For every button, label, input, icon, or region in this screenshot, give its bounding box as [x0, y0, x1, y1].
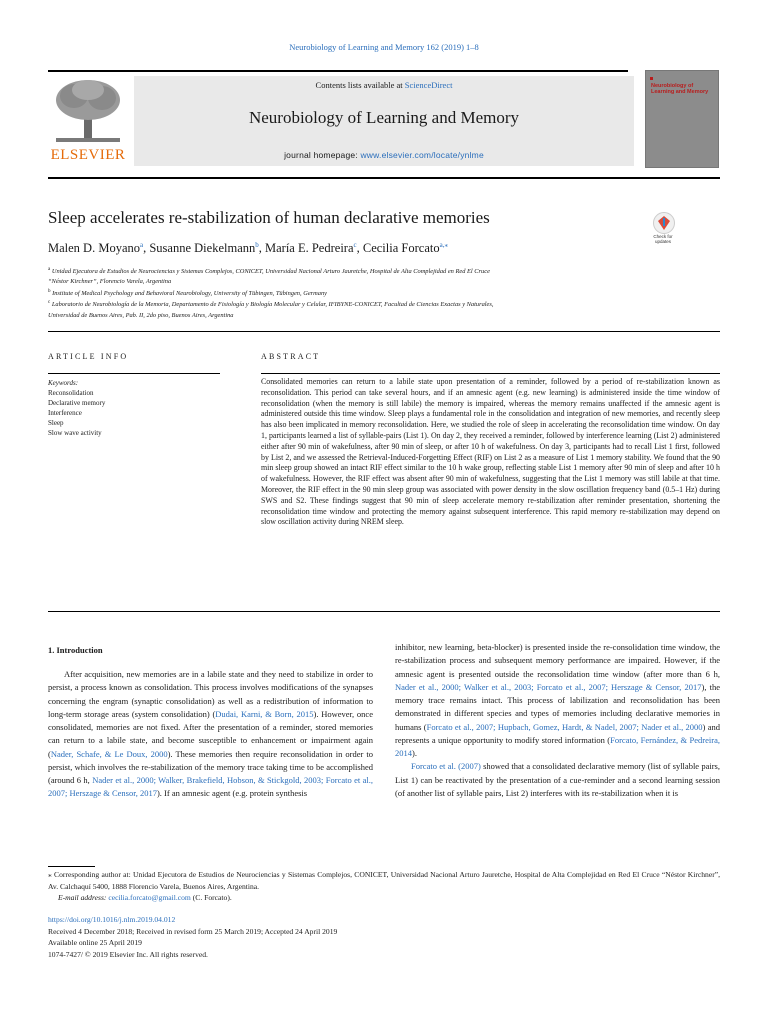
- affil-text: Universidad de Buenos Aires, Pab. II, 2do piso, Buenos Aires, Argentina: [48, 312, 234, 320]
- author-separator: ,: [356, 241, 363, 256]
- affil-text: “Néstor Kirchner”, Florencio Varela, Argentina: [48, 278, 172, 286]
- header-divider: [48, 331, 720, 332]
- masthead-top-rule: [48, 70, 628, 72]
- homepage-prefix: journal homepage:: [284, 150, 361, 160]
- body-paragraph: [48, 668, 373, 801]
- author-affil-mark[interactable]: a: [140, 241, 144, 249]
- elsevier-wordmark: ELSEVIER: [50, 147, 126, 163]
- affil-text: Laboratorio de Neurobiología de la Memoria, Departamento de Fisiología y Biología Molecular y Celular, IFIBYNE-CONICET, Facultad de Ciencias Exactas y Naturales,: [51, 301, 494, 309]
- keywords-block: [48, 378, 228, 438]
- body-text: inhibitor, new learning, beta-blocker) is presented inside the re-consolidation time window, the re-stabilization process and subsequent memory performance are impaired. However, if the amnesic agent is presented outside the reconsolidation time window (after more than 6 h,: [395, 642, 720, 679]
- homepage-link[interactable]: www.elsevier.com/locate/ynlme: [360, 150, 484, 160]
- contents-line: [134, 80, 634, 90]
- cover-title: Neurobiology of Learning and Memory: [651, 83, 709, 95]
- body-text: showed that a consolidated declarative memory (list of syllable pairs, List 1) can be reactivated by the presentation of a cue-reminder and a second learning session (of another list of syllable pairs, List 2) interferes with its re-stabilization when it is: [395, 761, 720, 798]
- affiliation-line: [48, 309, 728, 321]
- keyword-item: Interference: [48, 409, 82, 417]
- body-text: ) and represents a unique opportunity to modify stored information (: [395, 721, 720, 745]
- email-line: [48, 892, 720, 904]
- citation-link[interactable]: Nader, Schafe, & Le Doux, 2000: [50, 748, 168, 759]
- keywords-label: Keywords:: [48, 379, 79, 387]
- body-text: ). However, once consolidated, memories are not fixed. After the presentation of a reminder, stored memories can return to a labile state, and become susceptible to enhancement or impairment again (: [48, 708, 373, 759]
- body-paragraph: [395, 760, 720, 800]
- available-online: Available online 25 April 2019: [48, 938, 142, 947]
- affiliation-line: [48, 287, 728, 299]
- affiliation-line: [48, 298, 728, 310]
- copyright: 1074-7427/ © 2019 Elsevier Inc. All rights reserved.: [48, 949, 208, 959]
- abstract-body: Consolidated memories can return to a labile state upon presentation of a reminder, followed by a period of re-stabilization known as reconsolidation. This period can take several hours, and if an amnesic agent (e.g. new learning) is administered inside the time window of reconsolidation (when the memory is still labile) the memory is impaired, whereas the memory remains unaffected if the amnesic agent is administered outside this time window. Sleep plays a fundamental role in the consolidation and integration of new memories, and recently sleep has also been implicated in memory reconsolidation. Here, we studied the role of sleep in accelerating the reconsolidation time window. On day 1, participants learned a list of syllable-pairs (List 1). On day 2, they received a reminder, followed by interference learning (List 2) administered either after 90 min of wakefulness, after 90 min of sleep, or after 10 h of wakefulness. On day 3, participants had to recall List 1 first, followed by List 2, and we assessed the Retrieval-Induced-Forgetting Effect (RIF) on List 2 as a measure of List 1 memory stability. We found that the 90 min sleep group showed an intact RIF effect similar to the 10 h wake group, reflecting stable List 1 memory after 90 min of sleep and after 10 h of wakefulness. However, the RIF effect was absent after 90 min of wakefulness, suggesting that the List 1 memory was still labile at that time. Moreover, the RIF effect in the 90 min sleep group was associated with power density in the slow oscillation frequency band (0.5–1 Hz) during SWS and S2. These findings suggest that 90 min of sleep accelerate memory re-stabilization after reminder presentation, shortening the reconsolidation time window and protecting the memory against subsequent interference. This rapid memory re-stabilization may depend on slow oscillation activity during NREM sleep.: [261, 377, 720, 527]
- citation-link[interactable]: Dudai, Karni, & Born, 2015: [215, 708, 314, 719]
- keyword-item: Sleep: [48, 419, 64, 427]
- article-meta: [48, 914, 720, 960]
- body-text: ), the memory trace remains intact. This process of labilization and reconsolidation has been demonstrated in different species and types of memories including declarative memories in humans (: [395, 681, 720, 732]
- elsevier-tree-logo[interactable]: [48, 76, 128, 164]
- article-info-rule: [48, 373, 220, 374]
- article-info-heading: ARTICLE INFO: [48, 352, 129, 361]
- journal-homepage: [134, 150, 634, 160]
- masthead-bottom-rule: [48, 177, 720, 179]
- crossmark-badge: [653, 212, 675, 234]
- author-name[interactable]: Susanne Diekelmann: [149, 241, 256, 256]
- affil-mark: b: [48, 289, 51, 294]
- author-affil-mark[interactable]: c: [353, 241, 357, 249]
- abstract-rule: [261, 373, 720, 374]
- affil-text: Unidad Ejecutora de Estudios de Neurociencias y Sistemas Complejos, CONICET, Universidad Nacional Arturo Jauretche, Hospital de Alta Complejidad en Red El Cruce: [51, 268, 490, 276]
- crossmark-icon[interactable]: [645, 212, 681, 250]
- journal-cover-thumbnail[interactable]: [645, 70, 719, 168]
- body-paragraph: [395, 641, 720, 760]
- email-label: E-mail address:: [58, 893, 109, 902]
- keyword-item: Declarative memory: [48, 399, 106, 407]
- article-title: Sleep accelerates re-stabilization of human declarative memories: [48, 208, 490, 227]
- affil-mark: a: [48, 267, 51, 272]
- affil-mark: c: [48, 300, 51, 305]
- affil-text: Institute of Medical Psychology and Behavioral Neurobiology, University of Tübingen, Tübingen, Germany: [52, 290, 327, 298]
- affiliation-line: [48, 275, 728, 287]
- citation-link[interactable]: Forcato, Fernández, & Pedreira, 2014: [395, 734, 720, 758]
- running-head[interactable]: Neurobiology of Learning and Memory 162 (2019) 1–8: [289, 42, 479, 52]
- keyword-item: Slow wave activity: [48, 429, 102, 437]
- author-name[interactable]: Malen D. Moyano: [48, 241, 140, 256]
- email-suffix: (C. Forcato).: [190, 893, 232, 902]
- author-name[interactable]: Cecilia Forcato: [362, 241, 440, 256]
- crossmark-glyph-icon: [654, 213, 674, 233]
- email-link[interactable]: cecilia.forcato@gmail.com: [108, 893, 191, 902]
- footnote-rule: [48, 866, 95, 867]
- author-separator: ,: [258, 241, 265, 256]
- abstract-heading: ABSTRACT: [261, 352, 321, 361]
- citation-link[interactable]: Nader et al., 2000; Walker, Brakefield, Hobson, & Stickgold, 2003; Forcato et al., 2007; Herszage & Censor, 2017: [48, 775, 374, 799]
- footnote: [48, 869, 720, 904]
- cover-accent: [650, 77, 653, 80]
- author-list: [48, 241, 648, 256]
- contents-prefix: Contents lists available at: [315, 80, 405, 90]
- citation-link[interactable]: Forcato et al. (2007): [411, 761, 481, 772]
- received-dates: Received 4 December 2018; Received in revised form 25 March 2019; Accepted 24 April 2019: [48, 926, 338, 936]
- body-text: After acquisition, new memories are in a labile state and they need to stabilize in order to persist, a process known as consolidation. This process involves modifications of the synapses concerning the engram (synaptic consolidation) as well as a redistribution of information to long-term storage areas (system consolidation) (: [48, 669, 373, 719]
- keyword-item: Reconsolidation: [48, 389, 94, 397]
- author-name[interactable]: María E. Pedreira: [265, 241, 354, 256]
- section-heading-introduction: 1. Introduction: [48, 645, 103, 655]
- journal-title: Neurobiology of Learning and Memory: [248, 108, 520, 127]
- crossmark-label: Check for updates: [653, 234, 673, 244]
- body-text: ). If an amnesic agent (e.g. protein synthesis: [156, 788, 308, 799]
- author-affil-mark[interactable]: b: [255, 241, 259, 249]
- body-text: ). These memories then require reconsolidation in order to persist, which involves the re-stabilization of the memory trace taking time to be accomplished (around 6 h,: [48, 748, 373, 785]
- author-affil-mark[interactable]: a,⁎: [439, 241, 448, 249]
- author-separator: ,: [143, 241, 150, 256]
- corresponding-author-note: ⁎ Corresponding author at: Unidad Ejecutora de Estudios de Neurociencias y Sistemas Complejos, CONICET, Universidad Nacional Arturo Jauretche, Hospital de Alta Complejidad en Red El Cruce “Néstor Kirchner”, Av. Calchaquí 5400, 1888 Florencio Varela, Buenos Aires, Argentina.: [48, 870, 720, 891]
- body-text: ).: [412, 748, 417, 758]
- citation-link[interactable]: Forcato et al., 2007; Hupbach, Gomez, Hardt, & Nadel, 2007; Nader et al., 2000: [426, 721, 703, 732]
- body-column-right: [395, 641, 720, 800]
- tree-icon: [48, 76, 128, 146]
- body-column-left: [48, 668, 373, 801]
- citation-link[interactable]: Nader et al., 2000; Walker et al., 2003; Forcato et al., 2007; Herszage & Censor, 2017: [395, 681, 702, 692]
- abstract-bottom-rule: [48, 611, 720, 612]
- sciencedirect-link[interactable]: ScienceDirect: [404, 80, 453, 90]
- doi-link[interactable]: https://doi.org/10.1016/j.nlm.2019.04.012: [48, 915, 176, 924]
